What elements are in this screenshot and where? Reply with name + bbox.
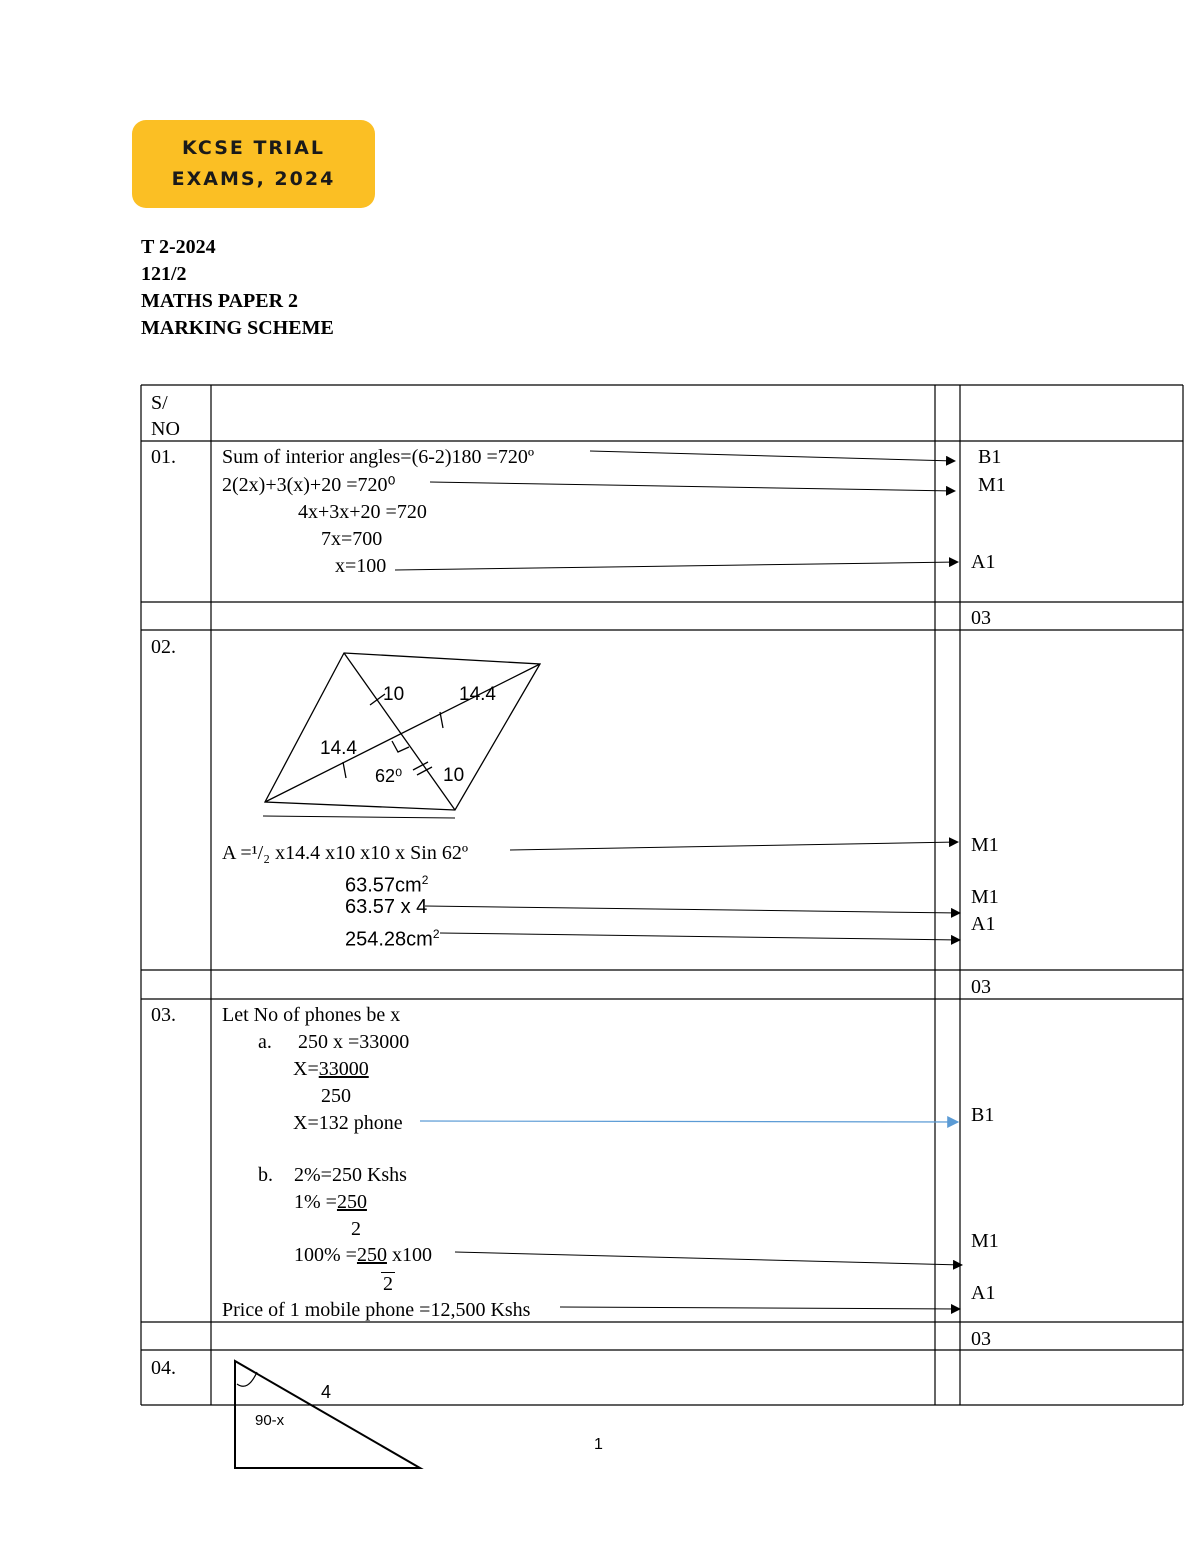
q2-fig-label-d: 62⁰ [375,766,403,786]
q2-fig-label-a: 10 [383,684,405,705]
badge-line-2: EXAMS, 2024 [171,168,336,190]
arrow-q3-b1 [420,1121,958,1122]
page-number: 1 [594,1436,603,1453]
q1-step-5: x=100 [335,555,387,577]
q2-fig-label-c: 14.4 [320,738,357,759]
arrow-q3-m1 [455,1252,962,1265]
q3-conclusion: Price of 1 mobile phone =12,500 Kshs [222,1299,531,1321]
q3-mark-3: A1 [971,1282,996,1304]
arrow-q2-m1 [510,842,958,850]
q2-mark-2: M1 [971,886,999,908]
q1-total: 03 [971,607,991,629]
q3-total: 03 [971,1328,991,1350]
q1-mark-1: B1 [978,446,1002,468]
rhombus-figure [263,653,540,818]
q3-number: 03. [151,1004,176,1026]
q1-step-1: Sum of interior angles=(6-2)180 =720º [222,446,535,468]
q3-b-step-1: 2%=250 Kshs [294,1164,407,1186]
q3-b-step-4: 100% =250 x100 [294,1244,432,1266]
subject-title: MATHS PAPER 2 [141,290,299,312]
q3-a-step-4: X=132 phone [293,1112,403,1134]
q3-part-a-label: a. [258,1031,272,1053]
q3-b-step-2: 1% =250 [294,1191,367,1213]
paper-number: 121/2 [141,263,187,285]
q3-b-step-5: 2 [383,1273,393,1295]
q1-step-3: 4x+3x+20 =720 [298,501,427,523]
q2-step-2: $63.57cm^2$ [345,873,429,897]
q2-mark-1: M1 [971,834,999,856]
document-type: MARKING SCHEME [141,317,334,339]
arrow-q3-a1 [560,1307,960,1309]
q4-number: 04. [151,1357,176,1379]
q2-mark-3: A1 [971,913,996,935]
q3-intro: Let No of phones be x [222,1004,401,1026]
q2-step-3: 63.57 x 4 [345,896,428,918]
sno-header-line2: NO [151,418,180,440]
q2-fig-label-b: 14.4 [459,684,496,705]
q1-number: 01. [151,446,176,468]
arrow-q2-m1b [425,906,960,913]
q2-step-4: $254.28cm^2$ [345,927,440,951]
q1-mark-2: M1 [978,474,1006,496]
q3-part-b-label: b. [258,1164,273,1186]
arrow-q1-a1 [395,562,958,570]
paper-code: T 2-2024 [141,236,216,258]
sno-header-line1: S/ [151,392,168,414]
q3-b-step-3: 2 [351,1218,361,1240]
arrow-q2-a1 [440,933,960,940]
badge-line-1: KCSE TRIAL [182,137,325,159]
arrow-q1-b1 [590,451,955,461]
q3-a-step-1: 250 x =33000 [298,1031,410,1053]
q1-step-4: 7x=700 [321,528,383,550]
q3-a-step-3: 250 [321,1085,351,1107]
q3-mark-2: M1 [971,1230,999,1252]
q2-total: 03 [971,976,991,998]
q1-mark-3: A1 [971,551,996,573]
arrow-q1-m1 [430,482,955,491]
q3-a-step-2: X=33000 [293,1058,369,1080]
q3-mark-1: B1 [971,1104,995,1126]
q4-fig-side-label: 4 [321,1382,332,1402]
q2-fig-label-e: 10 [443,765,465,786]
q2-step-1: A =¹/₂ x14.4 x10 x10 x Sin 62º [222,842,469,864]
q1-step-2: 2(2x)+3(x)+20 =720⁰ [222,474,396,496]
q4-fig-angle-label: 90-x [255,1412,285,1429]
q2-number: 02. [151,636,176,658]
